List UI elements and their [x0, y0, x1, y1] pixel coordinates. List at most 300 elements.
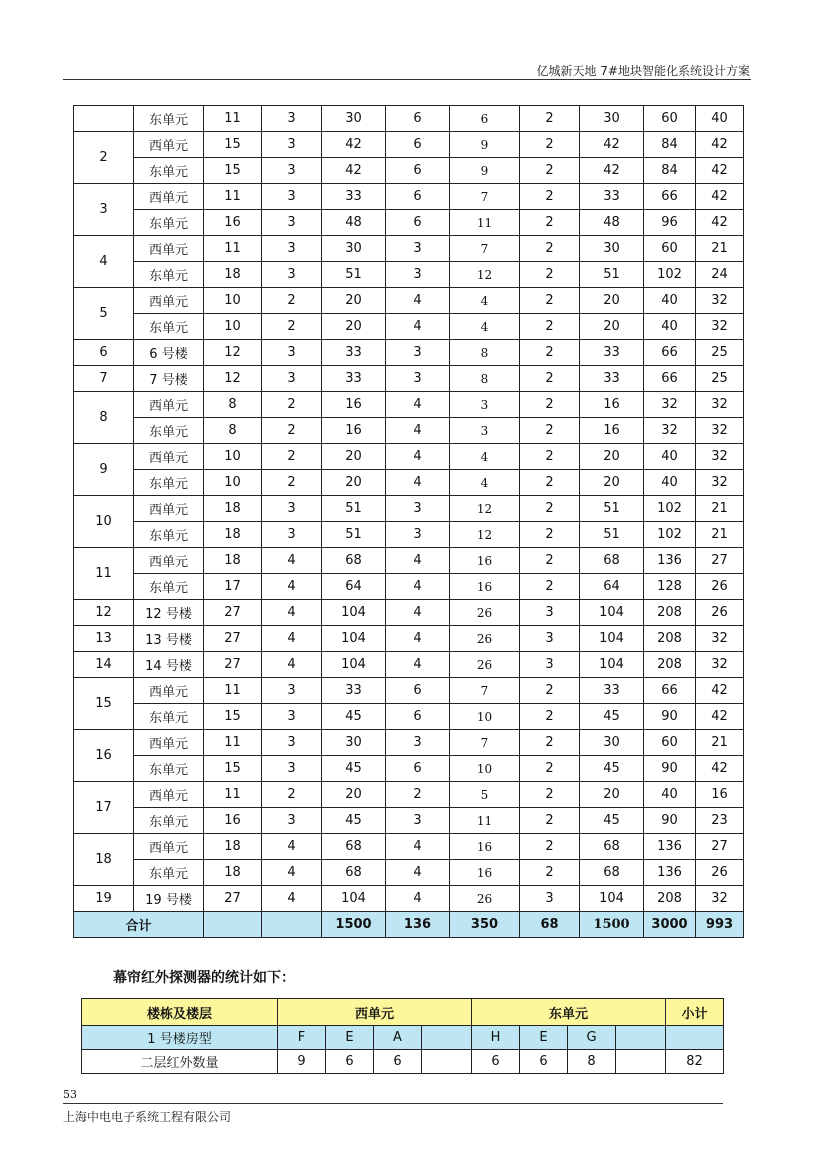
value-cell-col-5: 5 [450, 782, 520, 808]
value-cell-col-8: 136 [644, 860, 696, 886]
unit-cell: 13 号楼 [134, 626, 204, 652]
total-value-cell: 1500 [322, 912, 386, 938]
total-value-cell [262, 912, 322, 938]
total-value-cell: 68 [520, 912, 580, 938]
value-cell-col-6: 3 [520, 886, 580, 912]
value-cell-floor-count: 15 [204, 132, 262, 158]
value-cell-col-6: 2 [520, 704, 580, 730]
table-row [74, 522, 744, 548]
unit-cell: 东单元 [134, 704, 204, 730]
value-cell-households: 20 [322, 288, 386, 314]
value-cell-col-4: 3 [386, 496, 450, 522]
value-cell-col-6: 2 [520, 106, 580, 132]
value-cell-per-floor: 3 [262, 678, 322, 704]
value-cell-floor-count: 18 [204, 548, 262, 574]
value-cell-households: 68 [322, 834, 386, 860]
value-cell-col-6: 2 [520, 730, 580, 756]
value-cell-floor-count: 10 [204, 288, 262, 314]
table-row [74, 678, 744, 704]
value-cell-floor-count: 27 [204, 886, 262, 912]
page-number: 53 [63, 1088, 77, 1101]
value-cell-floor-count: 11 [204, 236, 262, 262]
value-cell-col-9: 42 [696, 158, 744, 184]
value-cell-col-5: 10 [450, 704, 520, 730]
value-cell-col-5: 26 [450, 886, 520, 912]
unit-cell: 东单元 [134, 522, 204, 548]
value-cell-col-8: 60 [644, 236, 696, 262]
value-cell-floor-count: 10 [204, 470, 262, 496]
room-type-label: 1 号楼房型 [82, 1026, 278, 1050]
value-cell-col-4: 4 [386, 470, 450, 496]
value-cell-col-5: 7 [450, 184, 520, 210]
value-cell-per-floor: 4 [262, 652, 322, 678]
value-cell-floor-count: 18 [204, 834, 262, 860]
value-cell-col-4: 4 [386, 600, 450, 626]
value-cell-col-4: 3 [386, 522, 450, 548]
value-cell-col-7: 20 [580, 444, 644, 470]
value-cell-col-7: 16 [580, 392, 644, 418]
value-cell-col-8: 66 [644, 184, 696, 210]
value-cell-households: 104 [322, 626, 386, 652]
value-cell-col-7: 68 [580, 834, 644, 860]
total-value-cell: 350 [450, 912, 520, 938]
value-cell-col-4: 3 [386, 262, 450, 288]
footer-divider [63, 1103, 723, 1104]
table-row [74, 392, 744, 418]
value-cell-per-floor: 2 [262, 782, 322, 808]
unit-cell: 西单元 [134, 678, 204, 704]
value-cell-col-6: 2 [520, 756, 580, 782]
west-type-cell [422, 1026, 472, 1050]
value-cell-col-9: 40 [696, 106, 744, 132]
value-cell-col-4: 4 [386, 834, 450, 860]
table-row [74, 834, 744, 860]
value-cell-col-7: 33 [580, 366, 644, 392]
type-subtotal-cell [666, 1026, 724, 1050]
unit-cell: 东单元 [134, 314, 204, 340]
table-row [74, 210, 744, 236]
table-row [74, 574, 744, 600]
unit-cell: 东单元 [134, 210, 204, 236]
table-row [74, 314, 744, 340]
value-cell-col-6: 2 [520, 340, 580, 366]
value-cell-col-5: 9 [450, 132, 520, 158]
value-cell-col-5: 11 [450, 210, 520, 236]
value-cell-col-7: 33 [580, 184, 644, 210]
value-cell-col-7: 30 [580, 106, 644, 132]
table-row [74, 366, 744, 392]
value-cell-col-4: 3 [386, 808, 450, 834]
value-cell-col-9: 32 [696, 418, 744, 444]
unit-cell: 6 号楼 [134, 340, 204, 366]
west-type-cell: A [374, 1026, 422, 1050]
value-cell-per-floor: 3 [262, 730, 322, 756]
value-cell-floor-count: 10 [204, 444, 262, 470]
value-cell-per-floor: 3 [262, 808, 322, 834]
value-cell-col-5: 12 [450, 522, 520, 548]
value-cell-households: 30 [322, 106, 386, 132]
value-cell-col-4: 4 [386, 314, 450, 340]
value-cell-col-7: 20 [580, 782, 644, 808]
value-cell-households: 51 [322, 262, 386, 288]
west-count-cell: 9 [278, 1050, 326, 1074]
value-cell-col-6: 2 [520, 366, 580, 392]
unit-cell: 东单元 [134, 470, 204, 496]
unit-cell: 19 号楼 [134, 886, 204, 912]
building-number-cell: 15 [74, 678, 134, 730]
value-cell-col-5: 26 [450, 626, 520, 652]
unit-cell: 东单元 [134, 860, 204, 886]
value-cell-col-8: 40 [644, 444, 696, 470]
value-cell-col-5: 4 [450, 470, 520, 496]
value-cell-col-9: 21 [696, 730, 744, 756]
value-cell-col-6: 3 [520, 626, 580, 652]
value-cell-floor-count: 11 [204, 782, 262, 808]
value-cell-per-floor: 4 [262, 860, 322, 886]
table-row [74, 444, 744, 470]
value-cell-col-6: 2 [520, 392, 580, 418]
building-number-cell: 4 [74, 236, 134, 288]
curtain-header-row [82, 999, 724, 1026]
value-cell-col-6: 2 [520, 236, 580, 262]
unit-cell: 西单元 [134, 184, 204, 210]
curtain-detector-table [81, 998, 724, 1074]
east-count-cell: 6 [520, 1050, 568, 1074]
total-value-cell [204, 912, 262, 938]
value-cell-floor-count: 11 [204, 184, 262, 210]
value-cell-col-8: 136 [644, 834, 696, 860]
value-cell-col-9: 16 [696, 782, 744, 808]
value-cell-per-floor: 2 [262, 288, 322, 314]
value-cell-col-9: 42 [696, 678, 744, 704]
table-row [74, 730, 744, 756]
value-cell-col-9: 26 [696, 600, 744, 626]
table-row [74, 288, 744, 314]
table-row [74, 652, 744, 678]
count-subtotal-cell: 82 [666, 1050, 724, 1074]
value-cell-households: 20 [322, 470, 386, 496]
value-cell-per-floor: 2 [262, 444, 322, 470]
value-cell-households: 45 [322, 704, 386, 730]
value-cell-col-6: 2 [520, 158, 580, 184]
table-row [74, 886, 744, 912]
value-cell-households: 33 [322, 340, 386, 366]
value-cell-per-floor: 3 [262, 522, 322, 548]
value-cell-col-5: 4 [450, 444, 520, 470]
value-cell-col-9: 32 [696, 470, 744, 496]
value-cell-col-6: 2 [520, 444, 580, 470]
value-cell-col-7: 33 [580, 340, 644, 366]
value-cell-households: 51 [322, 522, 386, 548]
value-cell-col-8: 40 [644, 314, 696, 340]
table-row [74, 756, 744, 782]
table-row [74, 184, 744, 210]
value-cell-floor-count: 15 [204, 704, 262, 730]
value-cell-col-9: 42 [696, 756, 744, 782]
value-cell-households: 104 [322, 600, 386, 626]
total-value-cell: 3000 [644, 912, 696, 938]
value-cell-col-8: 136 [644, 548, 696, 574]
value-cell-col-8: 208 [644, 652, 696, 678]
value-cell-col-7: 48 [580, 210, 644, 236]
table-row [74, 626, 744, 652]
statistics-table-body [74, 106, 744, 938]
value-cell-households: 51 [322, 496, 386, 522]
east-unit-header: 东单元 [472, 999, 666, 1026]
value-cell-per-floor: 3 [262, 262, 322, 288]
building-floor-header: 楼栋及楼层 [82, 999, 278, 1026]
value-cell-per-floor: 3 [262, 184, 322, 210]
value-cell-col-8: 84 [644, 158, 696, 184]
value-cell-households: 20 [322, 782, 386, 808]
value-cell-col-9: 42 [696, 132, 744, 158]
value-cell-col-9: 23 [696, 808, 744, 834]
value-cell-col-8: 102 [644, 262, 696, 288]
value-cell-per-floor: 4 [262, 834, 322, 860]
building-number-cell: 12 [74, 600, 134, 626]
value-cell-col-9: 42 [696, 210, 744, 236]
value-cell-col-4: 6 [386, 106, 450, 132]
value-cell-col-7: 68 [580, 548, 644, 574]
value-cell-households: 45 [322, 756, 386, 782]
unit-cell: 西单元 [134, 288, 204, 314]
value-cell-col-5: 8 [450, 340, 520, 366]
value-cell-floor-count: 18 [204, 860, 262, 886]
value-cell-col-7: 51 [580, 262, 644, 288]
value-cell-col-6: 2 [520, 262, 580, 288]
value-cell-col-9: 27 [696, 548, 744, 574]
value-cell-col-8: 90 [644, 808, 696, 834]
table-row [74, 236, 744, 262]
value-cell-col-8: 40 [644, 288, 696, 314]
value-cell-col-9: 27 [696, 834, 744, 860]
table-row [74, 496, 744, 522]
value-cell-col-6: 2 [520, 834, 580, 860]
subtotal-header: 小计 [666, 999, 724, 1026]
east-type-cell: E [520, 1026, 568, 1050]
value-cell-col-7: 33 [580, 678, 644, 704]
header-divider [63, 79, 751, 80]
value-cell-col-8: 40 [644, 470, 696, 496]
building-number-cell: 3 [74, 184, 134, 236]
value-cell-per-floor: 3 [262, 704, 322, 730]
value-cell-households: 42 [322, 158, 386, 184]
value-cell-col-4: 3 [386, 236, 450, 262]
value-cell-col-4: 4 [386, 860, 450, 886]
value-cell-col-9: 26 [696, 860, 744, 886]
value-cell-col-9: 32 [696, 314, 744, 340]
value-cell-per-floor: 4 [262, 548, 322, 574]
value-cell-col-6: 2 [520, 574, 580, 600]
value-cell-per-floor: 3 [262, 210, 322, 236]
value-cell-col-5: 16 [450, 834, 520, 860]
value-cell-per-floor: 3 [262, 366, 322, 392]
value-cell-col-6: 2 [520, 808, 580, 834]
total-value-cell: 136 [386, 912, 450, 938]
value-cell-col-7: 42 [580, 132, 644, 158]
value-cell-col-5: 7 [450, 236, 520, 262]
value-cell-col-4: 6 [386, 704, 450, 730]
value-cell-col-4: 4 [386, 418, 450, 444]
value-cell-col-6: 2 [520, 288, 580, 314]
building-number-cell: 9 [74, 444, 134, 496]
value-cell-col-4: 2 [386, 782, 450, 808]
value-cell-col-7: 20 [580, 288, 644, 314]
value-cell-floor-count: 27 [204, 600, 262, 626]
value-cell-col-6: 2 [520, 470, 580, 496]
value-cell-col-5: 3 [450, 418, 520, 444]
unit-cell: 14 号楼 [134, 652, 204, 678]
value-cell-col-7: 68 [580, 860, 644, 886]
value-cell-col-7: 104 [580, 600, 644, 626]
building-number-cell: 13 [74, 626, 134, 652]
value-cell-col-4: 6 [386, 678, 450, 704]
value-cell-col-4: 3 [386, 366, 450, 392]
value-cell-col-8: 32 [644, 392, 696, 418]
unit-cell: 东单元 [134, 106, 204, 132]
value-cell-col-6: 2 [520, 496, 580, 522]
building-number-cell: 11 [74, 548, 134, 600]
unit-cell: 东单元 [134, 262, 204, 288]
value-cell-col-5: 16 [450, 548, 520, 574]
value-cell-floor-count: 15 [204, 158, 262, 184]
value-cell-households: 48 [322, 210, 386, 236]
table-row [74, 106, 744, 132]
unit-cell: 西单元 [134, 132, 204, 158]
unit-cell: 西单元 [134, 782, 204, 808]
value-cell-col-5: 12 [450, 262, 520, 288]
unit-cell: 东单元 [134, 756, 204, 782]
value-cell-per-floor: 2 [262, 418, 322, 444]
value-cell-floor-count: 18 [204, 496, 262, 522]
value-cell-col-5: 7 [450, 730, 520, 756]
table-row [74, 704, 744, 730]
building-number-cell: 6 [74, 340, 134, 366]
value-cell-households: 68 [322, 860, 386, 886]
table-row [74, 470, 744, 496]
value-cell-households: 104 [322, 652, 386, 678]
value-cell-col-8: 60 [644, 730, 696, 756]
value-cell-col-7: 30 [580, 236, 644, 262]
value-cell-per-floor: 3 [262, 756, 322, 782]
west-type-cell: F [278, 1026, 326, 1050]
value-cell-col-8: 208 [644, 626, 696, 652]
value-cell-col-5: 12 [450, 496, 520, 522]
value-cell-floor-count: 11 [204, 106, 262, 132]
value-cell-per-floor: 3 [262, 496, 322, 522]
value-cell-floor-count: 17 [204, 574, 262, 600]
building-number-cell: 14 [74, 652, 134, 678]
total-value-cell: 1500 [580, 912, 644, 938]
west-count-cell: 6 [374, 1050, 422, 1074]
value-cell-col-4: 3 [386, 730, 450, 756]
value-cell-col-5: 9 [450, 158, 520, 184]
value-cell-col-6: 2 [520, 314, 580, 340]
table-row [74, 418, 744, 444]
value-cell-col-8: 96 [644, 210, 696, 236]
value-cell-col-4: 4 [386, 548, 450, 574]
table-row [74, 548, 744, 574]
value-cell-col-5: 4 [450, 288, 520, 314]
value-cell-col-5: 6 [450, 106, 520, 132]
value-cell-col-8: 208 [644, 886, 696, 912]
unit-cell: 西单元 [134, 730, 204, 756]
value-cell-col-7: 51 [580, 522, 644, 548]
value-cell-per-floor: 4 [262, 574, 322, 600]
building-number-cell [74, 106, 134, 132]
total-label: 合计 [74, 912, 204, 938]
west-type-cell: E [326, 1026, 374, 1050]
value-cell-col-7: 64 [580, 574, 644, 600]
value-cell-households: 104 [322, 886, 386, 912]
value-cell-col-6: 3 [520, 652, 580, 678]
value-cell-floor-count: 10 [204, 314, 262, 340]
value-cell-col-8: 60 [644, 106, 696, 132]
value-cell-col-4: 6 [386, 132, 450, 158]
value-cell-col-8: 66 [644, 340, 696, 366]
room-type-row [82, 1026, 724, 1050]
value-cell-col-7: 30 [580, 730, 644, 756]
value-cell-per-floor: 4 [262, 886, 322, 912]
value-cell-floor-count: 15 [204, 756, 262, 782]
value-cell-col-8: 84 [644, 132, 696, 158]
value-cell-col-7: 45 [580, 756, 644, 782]
value-cell-col-4: 4 [386, 886, 450, 912]
value-cell-col-9: 32 [696, 288, 744, 314]
value-cell-col-4: 6 [386, 210, 450, 236]
value-cell-households: 33 [322, 184, 386, 210]
value-cell-col-8: 66 [644, 366, 696, 392]
total-value-cell: 993 [696, 912, 744, 938]
value-cell-col-9: 32 [696, 886, 744, 912]
value-cell-col-7: 104 [580, 652, 644, 678]
value-cell-col-7: 20 [580, 314, 644, 340]
value-cell-households: 16 [322, 418, 386, 444]
building-number-cell: 17 [74, 782, 134, 834]
value-cell-households: 30 [322, 730, 386, 756]
value-cell-floor-count: 16 [204, 808, 262, 834]
value-cell-per-floor: 3 [262, 340, 322, 366]
value-cell-col-7: 42 [580, 158, 644, 184]
table-row [74, 600, 744, 626]
value-cell-col-4: 6 [386, 184, 450, 210]
building-number-cell: 2 [74, 132, 134, 184]
unit-cell: 12 号楼 [134, 600, 204, 626]
value-cell-col-8: 102 [644, 522, 696, 548]
building-number-cell: 8 [74, 392, 134, 444]
value-cell-households: 33 [322, 678, 386, 704]
value-cell-col-6: 2 [520, 782, 580, 808]
value-cell-floor-count: 11 [204, 678, 262, 704]
footer-company-name: 上海中电电子系统工程有限公司 [63, 1110, 232, 1124]
value-cell-col-6: 2 [520, 184, 580, 210]
value-cell-floor-count: 8 [204, 392, 262, 418]
value-cell-col-9: 25 [696, 366, 744, 392]
value-cell-households: 33 [322, 366, 386, 392]
value-cell-col-4: 4 [386, 626, 450, 652]
document-header-title: 亿城新天地 7#地块智能化系统设计方案 [536, 64, 750, 78]
value-cell-col-6: 2 [520, 132, 580, 158]
unit-cell: 西单元 [134, 236, 204, 262]
west-count-cell [422, 1050, 472, 1074]
value-cell-households: 42 [322, 132, 386, 158]
value-cell-col-4: 4 [386, 652, 450, 678]
table-row [74, 782, 744, 808]
value-cell-per-floor: 2 [262, 392, 322, 418]
unit-cell: 西单元 [134, 834, 204, 860]
value-cell-col-8: 208 [644, 600, 696, 626]
east-type-cell [616, 1026, 666, 1050]
